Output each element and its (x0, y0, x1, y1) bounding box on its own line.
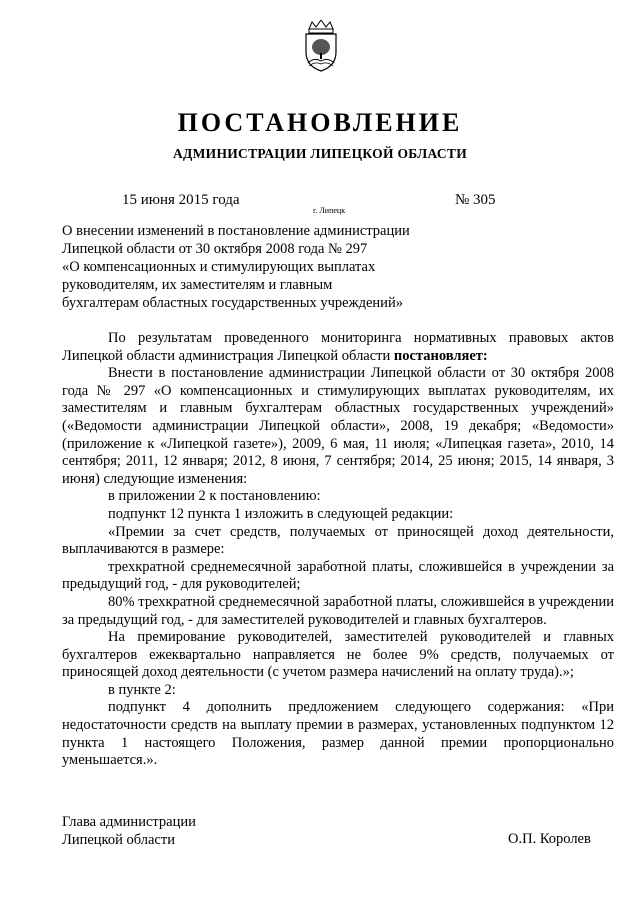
document-date: 15 июня 2015 года (122, 192, 240, 208)
body-paragraph: 80% трехкратной среднемесячной заработной платы, сложившейся в учреждении за предыдущий год, - для заместителей руководителей и главных бухгалтеров. (62, 593, 614, 628)
document-title: ПОСТАНОВЛЕНИЕ (177, 108, 463, 137)
coat-of-arms-icon (300, 20, 342, 72)
document-subject (62, 222, 442, 312)
document-city: г. Липецк (313, 206, 346, 215)
body-paragraph: трехкратной среднемесячной заработной платы, сложившейся в учреждении за предыдущий год, - для руководителей; (62, 558, 614, 593)
intro-text: По результатам проведенного мониторинга нормативных правовых актов Липецкой области администрация Липецкой области (62, 330, 614, 364)
document-number: № 305 (455, 192, 496, 208)
body-paragraph: Внести в постановление администрации Липецкой области от 30 октября 2008 года № 297 «О компенсационных и стимулирующих выплатах руководителям, их заместителям и главным бухгалтерам областных государственных учреждений» («Ведомости администрации Липецкой области», 2008, 19 декабря; «Ведомости» (приложение к «Липецкой газете»), 2009, 6 мая, 11 июля; «Липецкая газета», 2010, 14 сентября; 2011, 12 января; 2012, 8 июня, 7 сентября; 2014, 25 июня; 2015, 14 января, 3 июня) следующие изменения: (62, 365, 614, 487)
subject-line: руководителям, их заместителям и главным (62, 277, 333, 293)
body-paragraph: в пункте 2: (108, 681, 176, 698)
document-subtitle: АДМИНИСТРАЦИИ ЛИПЕЦКОЙ ОБЛАСТИ (172, 146, 468, 161)
body-paragraph (62, 330, 614, 365)
body-paragraph: «Премии за счет средств, получаемых от приносящей доход деятельности, выплачиваются в размере: (62, 523, 614, 558)
subject-line: О внесении изменений в постановление администрации (62, 223, 410, 239)
subject-line: «О компенсационных и стимулирующих выплатах (62, 259, 376, 275)
body-paragraph: в приложении 2 к постановлению: (108, 488, 321, 505)
body-paragraph: На премирование руководителей, заместителей руководителей и главных бухгалтеров ежеквартально направляется не более 9% средств, получаемых от приносящей доход деятельности (с учетом размера начислений на оплату труда).»; (62, 629, 614, 681)
intro-bold: постановляет: (393, 347, 488, 364)
body-paragraph: подпункт 12 пункта 1 изложить в следующей редакции: (108, 505, 454, 522)
signature-position-line: Глава администрации (62, 814, 196, 830)
subject-line: бухгалтерам областных государственных учреждений» (62, 295, 403, 311)
signature-name: О.П. Королев (508, 831, 591, 847)
document-body (62, 330, 614, 770)
signature-position (62, 813, 196, 849)
subject-line: Липецкой области от 30 октября 2008 года № 297 (62, 241, 368, 257)
signature-position-line: Липецкой области (62, 832, 175, 848)
body-paragraph: подпункт 4 дополнить предложением следующего содержания: «При недостаточности средств на выплату премии в размерах, установленных подпунктом 12 пункта 1 настоящего Положения, размер данной премии пропорционально уменьшается.». (62, 699, 614, 769)
